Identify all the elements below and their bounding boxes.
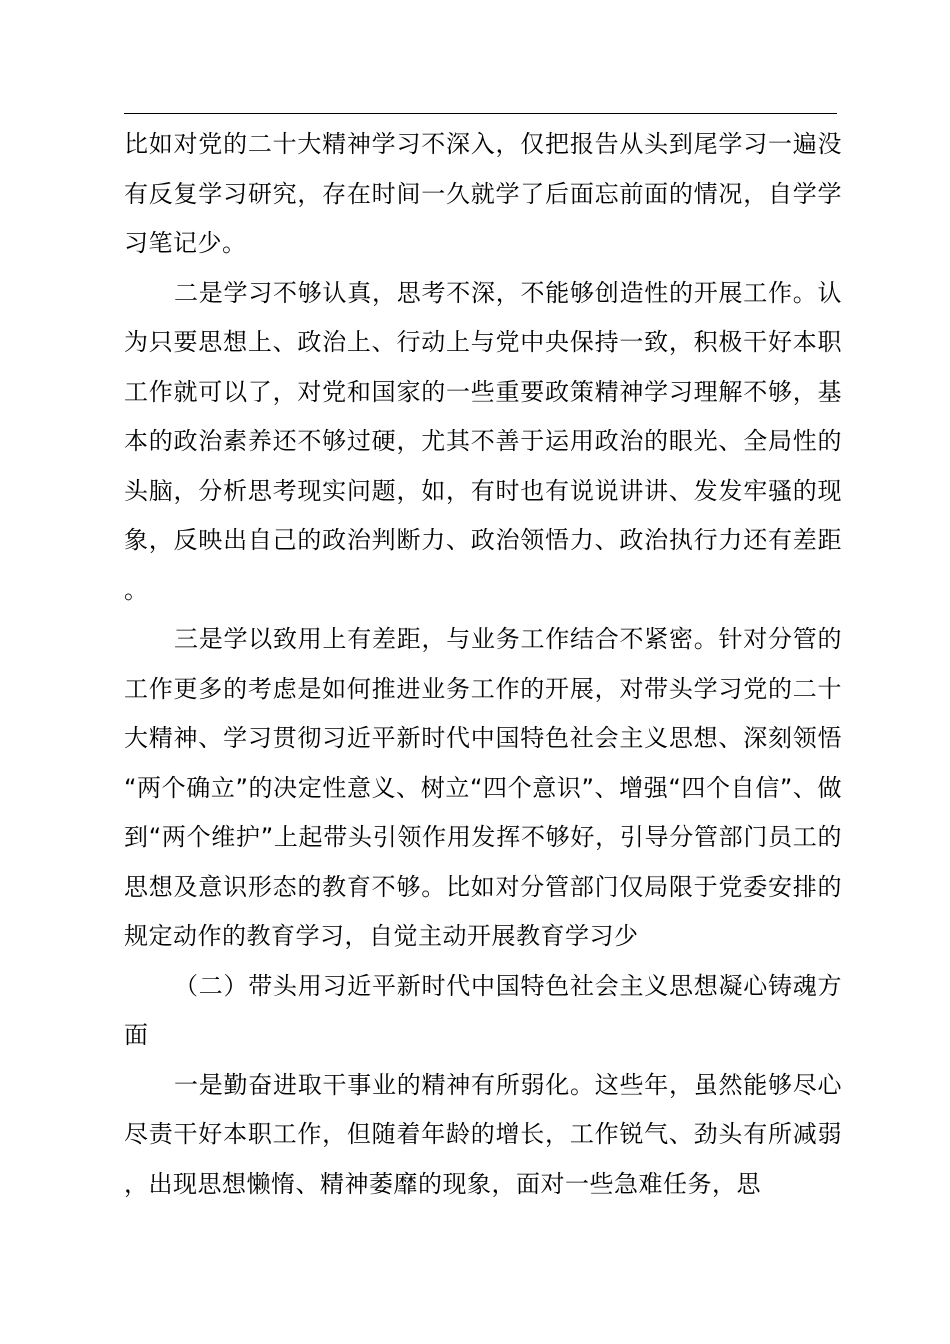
paragraph-point-1: 一是勤奋进取干事业的精神有所弱化。这些年，虽然能够尽心尽责干好本职工作，但随着年龄的增长，工作锐气、劲头有所减弱，出现思想懒惰、精神萎靡的现象，面对一些急难任务，思 — [124, 1070, 842, 1198]
paragraph-point-3: 三是学以致用上有差距，与业务工作结合不紧密。针对分管的工作更多的考虑是如何推进业务工作的开展，对带头学习党的二十大精神、学习贯彻习近平新时代中国特色社会主义思想、深刻领悟“两个确立”的决定性意义、树立“四个意识”、增强“四个自信”、做到“两个维护”上起带头引领作用发挥不够好，引导分管部门员工的思想及意识形态的教育不够。比如对分管部门仅局限于党委安排的规定动作的教育学习，自觉主动开展教育学习少 — [124, 625, 842, 950]
paragraph-point-2: 二是学习不够认真，思考不深，不能够创造性的开展工作。认为只要思想上、政治上、行动上与党中央保持一致，积极干好本职工作就可以了，对党和国家的一些重要政策精神学习理解不够，基本的政治素养还不够过硬，尤其不善于运用政治的眼光、全局性的头脑，分析思考现实问题，如，有时也有说说讲讲、发发牢骚的现象，反映出自己的政治判断力、政治领悟力、政治执行力还有差距。 — [124, 278, 842, 604]
header-rule — [124, 113, 837, 114]
paragraph-continuation: 比如对党的二十大精神学习不深入，仅把报告从头到尾学习一遍没有反复学习研究，存在时间一久就学了后面忘前面的情况，自学学习笔记少。 — [124, 130, 842, 257]
section-heading: （二）带头用习近平新时代中国特色社会主义思想凝心铸魂方面 — [124, 971, 842, 1049]
document-body — [124, 120, 842, 1209]
